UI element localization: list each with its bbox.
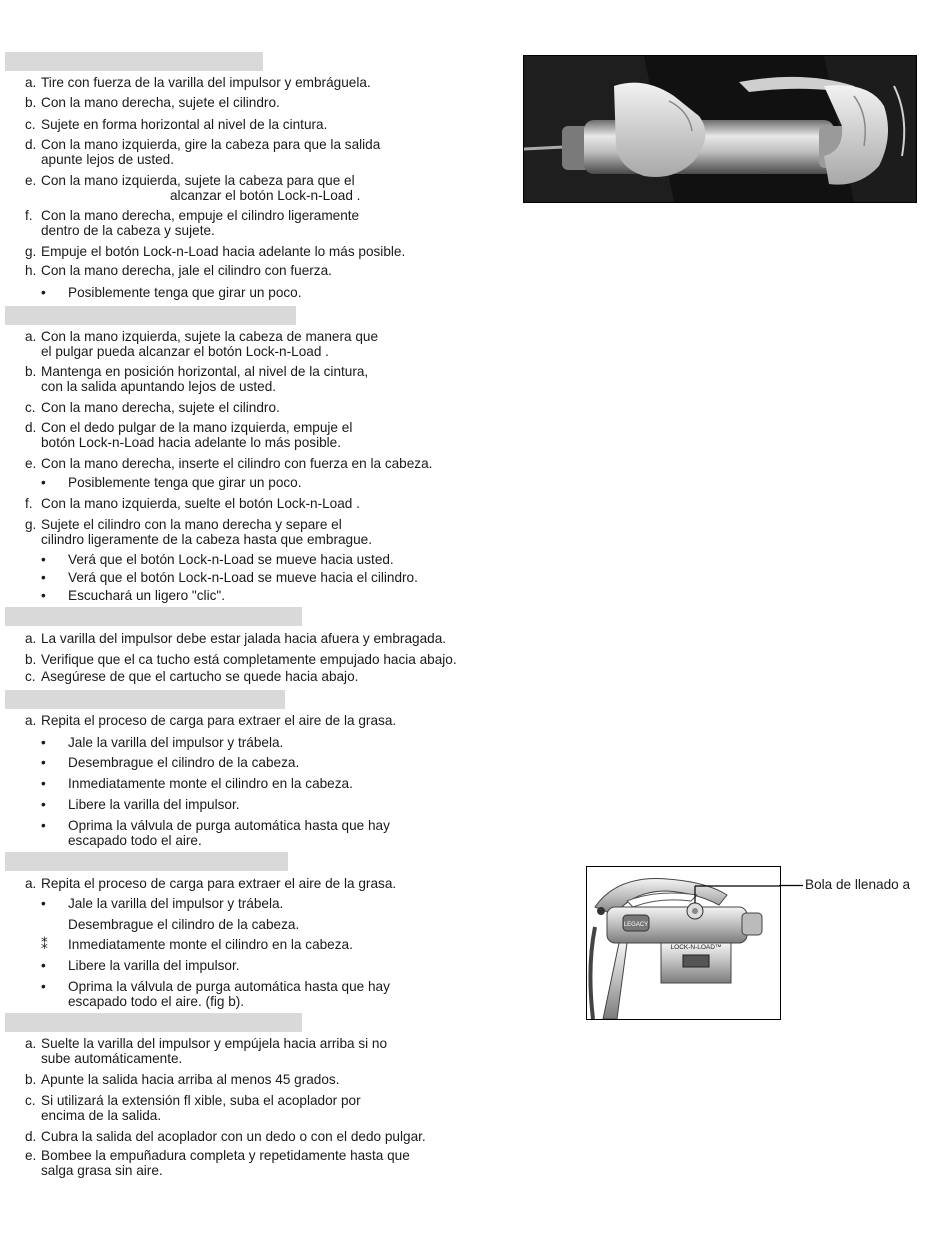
step-letter: a. (25, 713, 37, 728)
section-header-bar (5, 690, 285, 709)
grease-gun-assembly-photo (523, 55, 917, 203)
step-text: Sujete en forma horizontal al nivel de la cintura. (41, 117, 328, 132)
step-text: Tire con fuerza de la varilla del impulsor y embráguela. (41, 75, 371, 90)
step-text: el pulgar pueda alcanzar el botón Lock-n-Load . (41, 344, 329, 359)
step-text: Con la mano izquierda, suelte el botón Lock-n-Load . (41, 496, 360, 511)
bullet: • (41, 896, 46, 911)
step-letter: d. (25, 1129, 37, 1144)
bullet-text: Libere la varilla del impulsor. (68, 958, 240, 973)
step-text: Con la mano izquierda, gire la cabeza para que la salida (41, 137, 381, 152)
step-text: con la salida apuntando lejos de usted. (41, 379, 277, 394)
step-letter: a. (25, 876, 37, 891)
bullet-text: Escuchará un ligero "clic". (68, 588, 225, 603)
bullet: • (41, 475, 46, 490)
section-header-bar (5, 306, 296, 325)
bullet: ⁑ (41, 937, 48, 952)
step-letter: f. (25, 208, 33, 223)
step-text: cilindro ligeramente de la cabeza hasta que embrague. (41, 532, 372, 547)
bullet-text: Libere la varilla del impulsor. (68, 797, 240, 812)
section-header-bar (5, 1013, 302, 1032)
step-text: Con el dedo pulgar de la mano izquierda, empuje el (41, 420, 353, 435)
brand-logo-text: LEGACY (623, 922, 649, 928)
bullet: • (41, 552, 46, 567)
bullet-text: Verá que el botón Lock-n-Load se mueve hacia el cilindro. (68, 570, 418, 585)
step-text: Repita el proceso de carga para extraer el aire de la grasa. (41, 876, 397, 891)
section-header-bar (5, 607, 302, 626)
step-text: Verifique que el ca tucho está completamente empujado hacia abajo. (41, 652, 457, 667)
step-letter: d. (25, 137, 37, 152)
step-letter: b. (25, 95, 37, 110)
step-text: dentro de la cabeza y sujete. (41, 223, 215, 238)
lock-n-load-label: LOCK-N-LOAD™ (670, 944, 722, 951)
bullet-text: Oprima la válvula de purga automática hasta que hay (68, 818, 390, 833)
step-text: salga grasa sin aire. (41, 1163, 163, 1178)
step-letter: f. (25, 496, 33, 511)
step-text: Bombee la empuñadura completa y repetidamente hasta que (41, 1148, 410, 1163)
bullet-text: escapado todo el aire. (fig b). (68, 994, 245, 1009)
step-letter: b. (25, 364, 37, 379)
step-text: Sujete el cilindro con la mano derecha y separe el (41, 517, 342, 532)
step-text: botón Lock-n-Load hacia adelante lo más posible. (41, 435, 342, 450)
fill-ball-callout: Bola de llenado a (805, 877, 911, 892)
step-text: Con la mano derecha, sujete el cilindro. (41, 400, 280, 415)
bullet: • (41, 776, 46, 791)
bullet-text: Desembrague el cilindro de la cabeza. (68, 917, 300, 932)
step-letter: b. (25, 1072, 37, 1087)
step-letter: e. (25, 1148, 37, 1163)
step-text: Apunte la salida hacia arriba al menos 45 grados. (41, 1072, 340, 1087)
callout-leader-line (779, 884, 805, 888)
step-text: Con la mano derecha, inserte el cilindro con fuerza en la cabeza. (41, 456, 433, 471)
step-text: Con la mano izquierda, sujete la cabeza para que el (41, 173, 355, 188)
step-text: Con la mano izquierda, sujete la cabeza de manera que (41, 329, 379, 344)
hands-holding-grease-gun-illustration (524, 56, 916, 202)
bullet: • (41, 588, 46, 603)
bullet: • (41, 735, 46, 750)
step-text: Cubra la salida del acoplador con un dedo o con el dedo pulgar. (41, 1129, 426, 1144)
lock-n-load-head-illustration (587, 867, 780, 1019)
bullet-text: escapado todo el aire. (68, 833, 202, 848)
step-text: Con la mano derecha, jale el cilindro con fuerza. (41, 263, 332, 278)
step-letter: c. (25, 1093, 36, 1108)
step-letter: e. (25, 456, 37, 471)
step-text: sube automáticamente. (41, 1051, 183, 1066)
bullet: • (41, 818, 46, 833)
bullet-text: Posiblemente tenga que girar un poco. (68, 285, 302, 300)
step-letter: h. (25, 263, 37, 278)
bullet: • (41, 285, 46, 300)
bullet-text: Oprima la válvula de purga automática hasta que hay (68, 979, 390, 994)
step-letter: a. (25, 1036, 37, 1051)
bullet: • (41, 755, 46, 770)
step-text: Empuje el botón Lock-n-Load hacia adelante lo más posible. (41, 244, 406, 259)
step-text: Mantenga en posición horizontal, al nivel de la cintura, (41, 364, 369, 379)
bullet-text: Inmediatamente monte el cilindro en la cabeza. (68, 776, 353, 791)
step-text: Asegúrese de que el cartucho se quede hacia abajo. (41, 669, 359, 684)
bullet-text: Jale la varilla del impulsor y trábela. (68, 896, 284, 911)
step-letter: e. (25, 173, 37, 188)
step-letter: b. (25, 652, 37, 667)
bullet: • (41, 797, 46, 812)
bullet: • (41, 979, 46, 994)
step-text: Suelte la varilla del impulsor y empújela hacia arriba si no (41, 1036, 388, 1051)
step-text: apunte lejos de usted. (41, 152, 175, 167)
step-letter: c. (25, 117, 36, 132)
bullet-text: Posiblemente tenga que girar un poco. (68, 475, 302, 490)
bullet: • (41, 570, 46, 585)
step-text: alcanzar el botón Lock-n-Load . (170, 188, 361, 203)
bullet: • (41, 958, 46, 973)
bullet-text: Verá que el botón Lock-n-Load se mueve hacia usted. (68, 552, 394, 567)
bullet-text: Jale la varilla del impulsor y trábela. (68, 735, 284, 750)
step-letter: c. (25, 669, 36, 684)
step-letter: g. (25, 517, 37, 532)
step-text: Si utilizará la extensión fl xible, suba el acoplador por (41, 1093, 361, 1108)
bullet-text: Inmediatamente monte el cilindro en la cabeza. (68, 937, 353, 952)
step-letter: a. (25, 329, 37, 344)
step-letter: a. (25, 75, 37, 90)
step-text: Con la mano derecha, sujete el cilindro. (41, 95, 280, 110)
bullet-text: Desembrague el cilindro de la cabeza. (68, 755, 300, 770)
step-text: Con la mano derecha, empuje el cilindro ligeramente (41, 208, 360, 223)
step-letter: d. (25, 420, 37, 435)
step-letter: a. (25, 631, 37, 646)
step-letter: g. (25, 244, 37, 259)
step-text: La varilla del impulsor debe estar jalada hacia afuera y embragada. (41, 631, 447, 646)
grease-gun-head-diagram (586, 866, 781, 1020)
step-text: Repita el proceso de carga para extraer el aire de la grasa. (41, 713, 397, 728)
step-text: encima de la salida. (41, 1108, 162, 1123)
section-header-bar (5, 52, 263, 71)
section-header-bar (5, 852, 288, 871)
step-letter: c. (25, 400, 36, 415)
